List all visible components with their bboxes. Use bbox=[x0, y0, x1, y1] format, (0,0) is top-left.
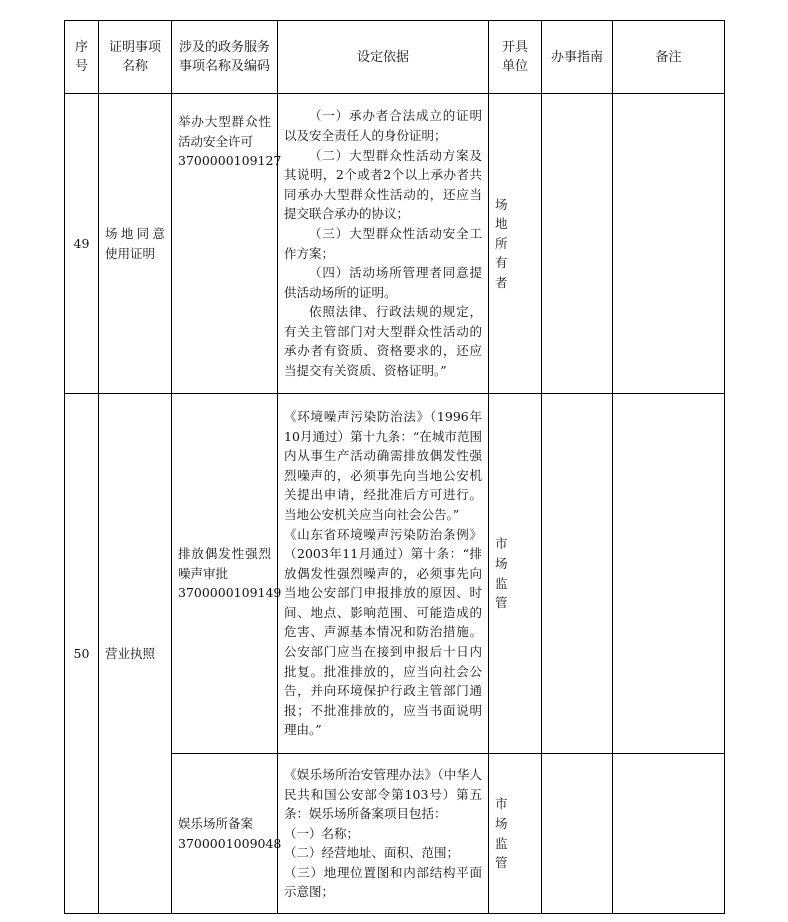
table-row bbox=[65, 394, 725, 754]
service-code: 3700000109149 bbox=[178, 585, 282, 601]
row-cert-name: 场地同意使用证明 bbox=[99, 94, 172, 394]
row-cert-name: 营业执照 bbox=[99, 394, 172, 914]
basis-cell bbox=[278, 94, 489, 394]
issuer-cell: 市场监管 bbox=[489, 754, 542, 914]
certificate-table bbox=[64, 20, 725, 914]
basis-paragraph: （四）活动场所管理者同意提供活动场所的证明。 bbox=[284, 265, 482, 300]
basis-cell bbox=[278, 754, 489, 914]
service-name: 排放偶发性强烈噪声审批 bbox=[178, 546, 271, 581]
guide-cell bbox=[542, 94, 613, 394]
basis-paragraph: （一）名称； bbox=[284, 825, 360, 841]
service-name: 举办大型群众性活动安全许可 bbox=[178, 114, 271, 149]
guide-cell bbox=[542, 394, 613, 754]
header-service-name: 涉及的政务服务事项名称及编码 bbox=[172, 21, 278, 94]
remark-cell bbox=[613, 394, 725, 754]
table-row bbox=[65, 94, 725, 394]
basis-paragraph: （三）地理位置图和内部结构平面示意图； bbox=[284, 864, 482, 900]
header-guide: 办事指南 bbox=[542, 21, 613, 94]
issuer-cell: 市场监管 bbox=[489, 394, 542, 754]
basis-paragraph: （二）大型群众性活动方案及其说明，2个或者2个以上承办者共同承办大型群众性活动的，还应当提交联合承办的协议； bbox=[284, 147, 482, 222]
row-seq: 50 bbox=[65, 394, 99, 914]
service-cell bbox=[172, 394, 282, 754]
service-cell bbox=[172, 754, 282, 914]
header-basis: 设定依据 bbox=[278, 21, 489, 94]
guide-cell bbox=[542, 754, 613, 914]
basis-paragraph: 《山东省环境噪声污染防治条例》（2003年11月通过）第十条：“排放偶发性强烈噪声的，必须事先向当地公安部门申报排放的原因、时间、地点、影响范围、可能造成的危害、声源基本情况和防治措施。公安部门应当在接到申报后十日内批复。批准排放的，应当向社会公告，并向环境保护行政主管部门通报；不批准排放的，应当书面说明理由。” bbox=[284, 526, 482, 738]
basis-paragraph: 《娱乐场所治安管理办法》（中华人民共和国公安部令第103号）第五条：娱乐场所备案项目包括： bbox=[284, 766, 482, 822]
basis-paragraph: （二）经营地址、面积、范围； bbox=[284, 845, 460, 861]
header-remark: 备注 bbox=[613, 21, 725, 94]
header-cert-name: 证明事项名称 bbox=[99, 21, 172, 94]
issuer-cell: 场地所有者 bbox=[489, 94, 542, 394]
basis-paragraph: 《环境噪声污染防治法》（1996年10月通过）第十九条：“在城市范围内从事生产活动确需排放偶发性强烈噪声的，必须事先向当地公安机关提出申请，经批准后方可进行。当地公安机关应当向社会公告。” bbox=[284, 408, 482, 522]
service-code: 3700001009048 bbox=[178, 835, 282, 851]
header-issuer: 开具单位 bbox=[489, 21, 542, 94]
basis-paragraph: （三）大型群众性活动安全工作方案； bbox=[284, 225, 482, 261]
service-name: 娱乐场所备案 bbox=[178, 815, 254, 831]
basis-paragraph: （一）承办者合法成立的证明以及安全责任人的身份证明； bbox=[284, 108, 482, 143]
header-row bbox=[65, 21, 725, 94]
header-seq: 序号 bbox=[65, 21, 99, 94]
remark-cell bbox=[613, 94, 725, 394]
row-seq: 49 bbox=[65, 94, 99, 394]
service-cell bbox=[172, 94, 282, 394]
service-code: 3700000109127 bbox=[178, 153, 282, 169]
remark-cell bbox=[613, 754, 725, 914]
basis-cell bbox=[278, 394, 489, 754]
basis-paragraph: 依照法律、行政法规的规定，有关主管部门对大型群众性活动的承办者有资质、资格要求的，还应当提交有关资质、资格证明。” bbox=[284, 304, 482, 379]
